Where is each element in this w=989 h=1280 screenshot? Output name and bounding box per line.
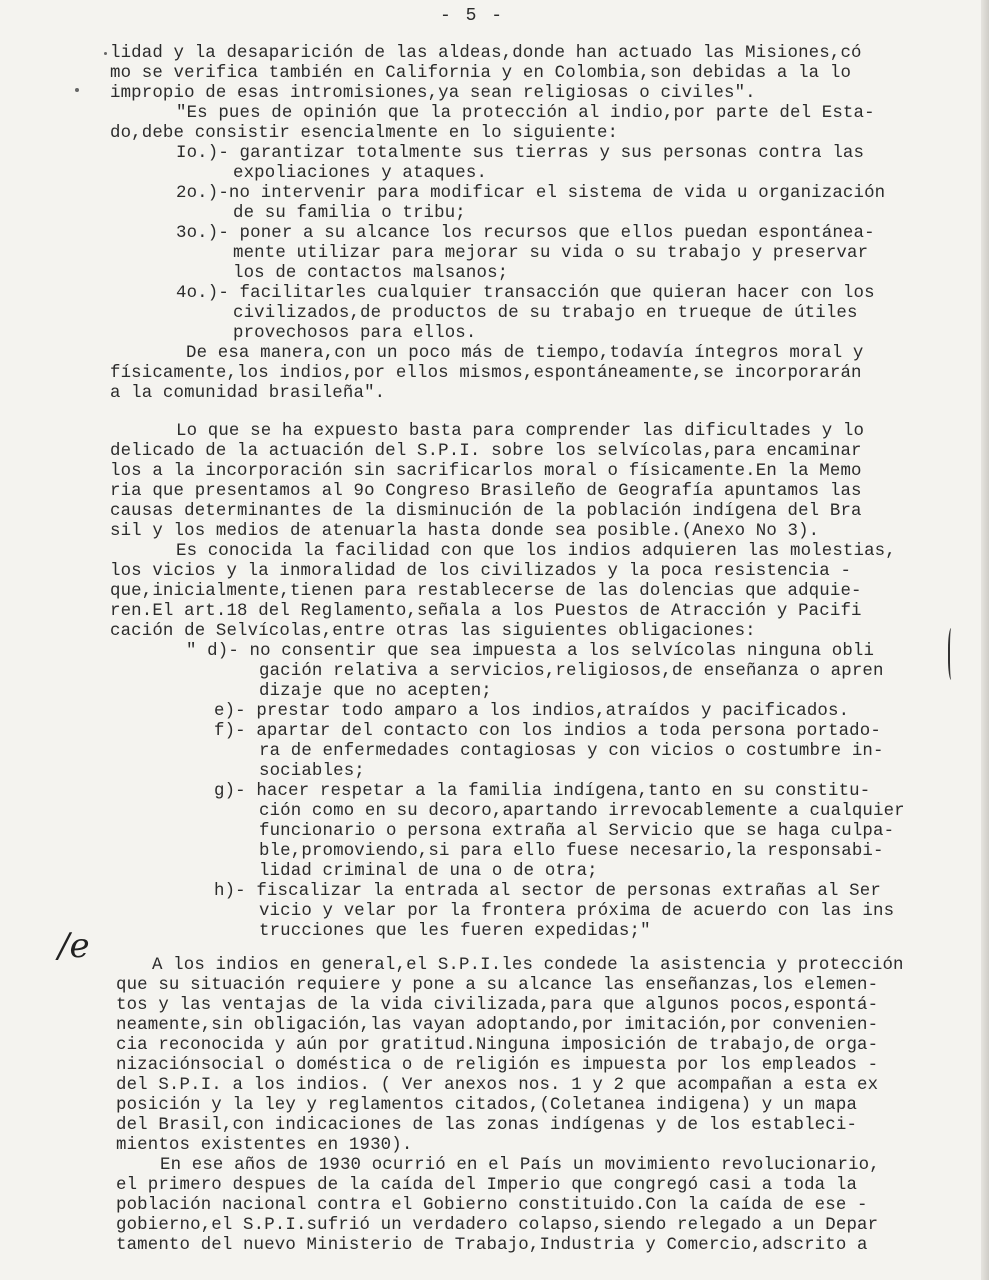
text-line: expoliaciones y ataques. — [233, 164, 488, 183]
text-line: De esa manera,con un poco más de tiempo,todavía íntegros moral y — [186, 344, 864, 363]
text-line: ren.El art.18 del Reglamento,señala a los Puestos de Atracción y Pacifi — [110, 602, 862, 621]
text-line: "Es pues de opinión que la protección al indio,por parte del Esta- — [176, 104, 875, 123]
text-line: f)- apartar del contacto con los indios a toda persona portado- — [214, 722, 881, 741]
text-line: vicio y velar por la frontera próxima de acuerdo con las ins — [259, 902, 895, 921]
text-line: mientos existentes en 1930). — [116, 1136, 413, 1155]
text-line: trucciones que les fueren expedidas;" — [259, 922, 651, 941]
text-line: nizaciónsocial o doméstica o de religión es impuesta por los empleados - — [116, 1056, 879, 1075]
text-line: Io.)- garantizar totalmente sus tierras y sus personas contra las — [176, 144, 865, 163]
text-line: tamento del nuevo Ministerio de Trabajo,Industria y Comercio,adscrito a — [116, 1236, 868, 1255]
text-line: do,debe consistir esencialmente en lo siguiente: — [110, 124, 619, 143]
text-line: del S.P.I. a los indios. ( Ver anexos nos. 1 y 2 que acompañan a esta ex — [116, 1076, 879, 1095]
text-line: que su situación requiere y pone a su alcance las enseñanzas,los elemen- — [116, 976, 879, 995]
text-line: cación de Selvícolas,entre otras las siguientes obligaciones: — [110, 622, 756, 641]
text-line: ble,promoviendo,si para ello fuese necesario,la responsabi- — [259, 842, 884, 861]
text-line: lidad y la desaparición de las aldeas,donde han actuado las Misiones,có — [110, 44, 862, 63]
text-line: mente utilizar para mejorar su vida o su trabajo y preservar — [233, 244, 869, 263]
text-line: los vicios y la inmoralidad de los civilizados y la poca resistencia - — [110, 562, 852, 581]
text-line: e)- prestar todo amparo a los indios,atraídos y pacificados. — [214, 702, 850, 721]
text-line: 4o.)- facilitarles cualquier transacción que quieran hacer con los — [176, 284, 875, 303]
text-line: Es conocida la facilidad con que los indios adquieren las molestias, — [176, 542, 896, 561]
text-line: A los indios en general,el S.P.I.les condede la asistencia y protección — [152, 956, 904, 975]
text-line: del Brasil,con indicaciones de las zonas indígenas y de los estableci- — [116, 1116, 858, 1135]
text-line: lidad criminal de una o de otra; — [259, 862, 598, 881]
text-line: físicamente,los indios,por ellos mismos,espontáneamente,se incorporarán — [110, 364, 862, 383]
text-line: que,inicialmente,tienen para restablecerse de las dolencias que adquie- — [110, 582, 862, 601]
text-line: 3o.)- poner a su alcance los recursos que ellos puedan espontánea- — [176, 224, 875, 243]
text-line: los a la incorporación sin sacrificarlos moral o físicamente.En la Memo — [110, 462, 862, 481]
text-line: ria que presentamos al 9o Congreso Brasileño de Geografía apuntamos las — [110, 482, 862, 501]
text-line: dizaje que no acepten; — [259, 682, 492, 701]
text-line: de su familia o tribu; — [233, 204, 466, 223]
text-line: Lo que se ha expuesto basta para comprender las dificultades y lo — [176, 422, 865, 441]
handwritten-bracket — [948, 628, 956, 680]
text-line: gobierno,el S.P.I.sufrió un verdadero colapso,siendo relegado a un Depar — [116, 1216, 879, 1235]
paper-speck — [75, 88, 79, 92]
text-line: 2o.)-no intervenir para modificar el sistema de vida u organización — [176, 184, 886, 203]
text-line: los de contactos malsanos; — [233, 264, 509, 283]
text-line: sociables; — [259, 762, 365, 781]
text-line: ra de enfermedades contagiosas y con vicios o costumbre in- — [259, 742, 884, 761]
text-line: tos y las ventajas de la vida civilizada,para que algunos pocos,espontá- — [116, 996, 879, 1015]
text-line: funcionario o persona extraña al Servicio que se haga culpa- — [259, 822, 895, 841]
text-line: posición y la ley y reglamentos citados,(Coletanea indigena) y un mapa — [116, 1096, 858, 1115]
page-edge-shadow — [981, 0, 989, 1280]
text-line: ción como en su decoro,apartando irrevocablemente a cualquier — [259, 802, 905, 821]
text-line: En ese años de 1930 ocurrió en el País un movimiento revolucionario, — [160, 1156, 880, 1175]
text-line: mo se verifica también en California y en Colombia,son debidas a la lo — [110, 64, 852, 83]
page-number: - 5 - — [440, 6, 505, 26]
text-line: cia reconocida y aún por gratitud.Ninguna imposición de trabajo,de orga- — [116, 1036, 879, 1055]
text-line: g)- hacer respetar a la familia indígena,tanto en su constitu- — [214, 782, 871, 801]
text-line: impropio de esas intromisiones,ya sean religiosas o civiles". — [110, 84, 756, 103]
text-line: civilizados,de productos de su trabajo en trueque de útiles — [233, 304, 858, 323]
text-line: h)- fiscalizar la entrada al sector de personas extrañas al Ser — [214, 882, 881, 901]
text-line: delicado de la actuación del S.P.I. sobre los selvícolas,para encaminar — [110, 442, 862, 461]
text-line: el primero despues de la caída del Imperio que congregó casi a toda la — [116, 1176, 858, 1195]
text-line: a la comunidad brasileña". — [110, 384, 386, 403]
text-line: población nacional contra el Gobierno constituido.Con la caída de ese - — [116, 1196, 868, 1215]
handwritten-margin-mark: /e — [58, 926, 90, 966]
paper-speck — [104, 52, 107, 55]
text-line: neamente,sin obligación,las vayan adoptando,por imitación,por convenien- — [116, 1016, 879, 1035]
text-line: gación relativa a servicios,religiosos,de enseñanza o apren — [259, 662, 884, 681]
text-line: " d)- no consentir que sea impuesta a los selvícolas ninguna obli — [186, 642, 875, 661]
text-line: causas determinantes de la disminución de la población indígena del Bra — [110, 502, 862, 521]
text-line: provechosos para ellos. — [233, 324, 477, 343]
text-line: sil y los medios de atenuarla hasta donde sea posible.(Anexo No 3). — [110, 522, 820, 541]
